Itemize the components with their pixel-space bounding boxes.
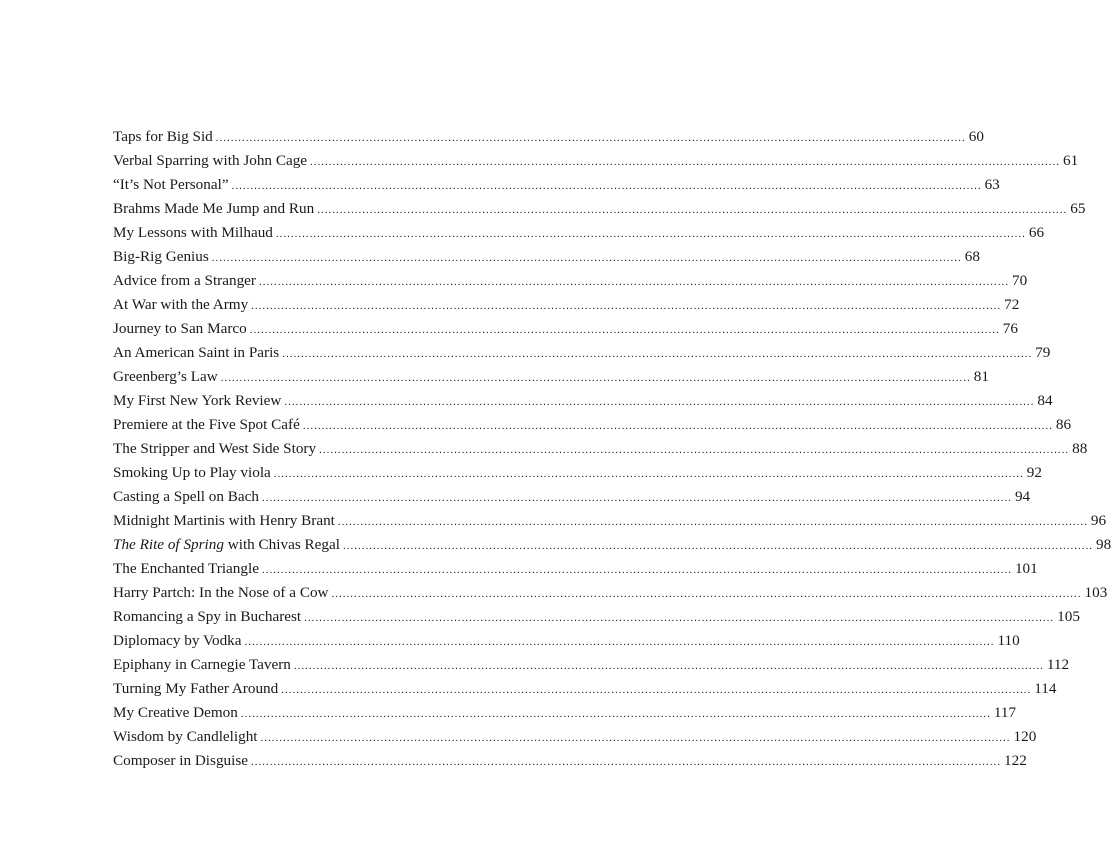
toc-leader-dots: ........................................................................................................................................................................................................: [302, 420, 1053, 432]
toc-entry-page-number: 117: [993, 704, 1017, 721]
toc-entry-page-number: 68: [964, 248, 980, 265]
toc-leader-dots: ........................................................................................................................................................................................................: [251, 756, 1001, 768]
toc-leader-dots: ........................................................................................................................................................................................................: [331, 588, 1082, 600]
toc-entry-title: Epiphany in Carnegie Tavern: [113, 656, 291, 673]
toc-entry-title: The Stripper and West Side Story: [113, 440, 317, 457]
toc-entry-title: The Enchanted Triangle: [113, 560, 259, 577]
toc-entry-title: “It’s Not Personal”: [113, 176, 229, 193]
toc-leader-dots: ........................................................................................................................................................................................................: [293, 660, 1044, 672]
toc-entry-title: My Lessons with Milhaud: [113, 224, 273, 241]
toc-entry-page-number: 86: [1055, 416, 1072, 433]
toc-entry: [113, 701, 1017, 725]
toc-entry-page-number: 63: [984, 176, 1000, 193]
toc-entry: [113, 365, 989, 389]
toc-entry: [113, 653, 1070, 677]
toc-entry: [113, 437, 1088, 461]
toc-entry-page-number: 110: [997, 632, 1020, 649]
toc-leader-dots: ........................................................................................................................................................................................................: [337, 516, 1088, 528]
toc-entry: [113, 317, 1018, 341]
toc-entry-title: [113, 533, 340, 557]
toc-leader-dots: ........................................................................................................................................................................................................: [215, 132, 966, 144]
toc-entry-title: Greenberg’s Law: [113, 368, 218, 385]
toc-entry-title: Advice from a Stranger: [113, 272, 256, 289]
toc-entry-title: Harry Partch: In the Nose of a Cow: [113, 584, 329, 601]
toc-entry-page-number: 60: [968, 128, 984, 145]
toc-entry-page-number: 103: [1084, 584, 1108, 601]
toc-entry-title: Midnight Martinis with Henry Brant: [113, 512, 335, 529]
toc-entry: [113, 173, 1000, 197]
toc-entry-page-number: 79: [1035, 344, 1051, 361]
toc-entry: [113, 605, 1080, 629]
toc-leader-dots: ........................................................................................................................................................................................................: [244, 636, 995, 648]
toc-entry-title: Verbal Sparring with John Cage: [113, 152, 308, 169]
toc-leader-dots: ........................................................................................................................................................................................................: [220, 372, 971, 384]
toc-leader-dots: ........................................................................................................................................................................................................: [261, 564, 1012, 576]
toc-leader-dots: ........................................................................................................................................................................................................: [249, 324, 1000, 336]
toc-leader-dots: ........................................................................................................................................................................................................: [284, 396, 1035, 408]
toc-leader-dots: ........................................................................................................................................................................................................: [342, 540, 1093, 552]
toc-entry-title-rest: with Chivas Regal: [223, 536, 340, 553]
toc-leader-dots: ........................................................................................................................................................................................................: [240, 708, 991, 720]
toc-leader-dots: ........................................................................................................................................................................................................: [275, 228, 1026, 240]
toc-entry-title: Diplomacy by Vodka: [113, 632, 242, 649]
toc-entry-title: Taps for Big Sid: [113, 128, 213, 145]
toc-entry-title: An American Saint in Paris: [113, 344, 280, 361]
toc-entry: [113, 557, 1038, 581]
toc-entry-title: Brahms Made Me Jump and Run: [113, 200, 315, 217]
toc-entry-title-italic: The Rite of Spring: [113, 536, 224, 553]
toc-entry-page-number: 120: [1013, 728, 1037, 745]
toc-leader-dots: ........................................................................................................................................................................................................: [304, 612, 1055, 624]
toc-entry-page-number: 92: [1026, 464, 1042, 481]
toc-entry-page-number: 105: [1057, 608, 1080, 625]
toc-entry: [113, 581, 1108, 605]
toc-entry-page-number: 88: [1072, 440, 1088, 457]
toc-leader-dots: ........................................................................................................................................................................................................: [261, 492, 1012, 504]
toc-entry-page-number: 112: [1046, 656, 1070, 673]
toc-entry: [113, 197, 1086, 221]
toc-entry: [113, 749, 1027, 773]
toc-entry: [113, 389, 1053, 413]
toc-entry-page-number: 61: [1063, 152, 1079, 169]
toc-entry-page-number: 76: [1002, 320, 1018, 337]
toc-entry: [113, 293, 1020, 317]
toc-leader-dots: ........................................................................................................................................................................................................: [231, 180, 982, 192]
toc-entry-page-number: 98: [1095, 536, 1111, 553]
toc-entry-title: Premiere at the Five Spot Café: [113, 416, 300, 433]
toc-leader-dots: ........................................................................................................................................................................................................: [310, 156, 1061, 168]
toc-entry-page-number: 94: [1014, 488, 1031, 505]
toc-leader-dots: ........................................................................................................................................................................................................: [281, 684, 1032, 696]
toc-entry-title: Wisdom by Candlelight: [113, 728, 258, 745]
toc-entry: [113, 269, 1028, 293]
toc-entry-title: At War with the Army: [113, 296, 249, 313]
toc-entry-page-number: 84: [1037, 392, 1053, 409]
table-of-contents: [113, 125, 1111, 773]
toc-entry-page-number: 101: [1014, 560, 1038, 577]
toc-entry: [113, 629, 1020, 653]
toc-entry-page-number: 72: [1004, 296, 1020, 313]
toc-entry-title: Casting a Spell on Bach: [113, 488, 259, 505]
toc-entry-page-number: 81: [973, 368, 989, 385]
toc-entry-title: Big-Rig Genius: [113, 248, 209, 265]
toc-leader-dots: ........................................................................................................................................................................................................: [317, 204, 1068, 216]
toc-entry-title: Turning My Father Around: [113, 680, 279, 697]
toc-entry: [113, 509, 1107, 533]
toc-entry: [113, 677, 1057, 701]
toc-entry-page-number: 114: [1034, 680, 1057, 697]
toc-entry-title: My Creative Demon: [113, 704, 238, 721]
toc-leader-dots: ........................................................................................................................................................................................................: [282, 348, 1033, 360]
toc-entry-page-number: 122: [1004, 752, 1027, 769]
toc-entry-page-number: 66: [1028, 224, 1045, 241]
toc-leader-dots: ........................................................................................................................................................................................................: [258, 276, 1009, 288]
toc-entry: [113, 341, 1051, 365]
toc-entry: [113, 533, 1111, 557]
toc-entry-title: Composer in Disguise: [113, 752, 248, 769]
toc-entry: [113, 485, 1031, 509]
toc-entry-title: My First New York Review: [113, 392, 282, 409]
toc-leader-dots: ........................................................................................................................................................................................................: [260, 732, 1011, 744]
toc-leader-dots: ........................................................................................................................................................................................................: [251, 300, 1002, 312]
toc-entry: [113, 413, 1072, 437]
toc-entry: [113, 221, 1045, 245]
toc-entry-page-number: 65: [1070, 200, 1086, 217]
toc-leader-dots: ........................................................................................................................................................................................................: [211, 252, 962, 264]
toc-entry: [113, 461, 1042, 485]
toc-entry: [113, 725, 1037, 749]
toc-entry: [113, 149, 1079, 173]
toc-entry-page-number: 96: [1090, 512, 1107, 529]
toc-entry: [113, 125, 984, 149]
toc-entry: [113, 245, 980, 269]
toc-leader-dots: ........................................................................................................................................................................................................: [273, 468, 1024, 480]
toc-entry-title: Romancing a Spy in Bucharest: [113, 608, 302, 625]
toc-entry-title: Journey to San Marco: [113, 320, 247, 337]
toc-leader-dots: ........................................................................................................................................................................................................: [319, 444, 1070, 456]
toc-entry-page-number: 70: [1011, 272, 1028, 289]
toc-entry-title: Smoking Up to Play viola: [113, 464, 271, 481]
